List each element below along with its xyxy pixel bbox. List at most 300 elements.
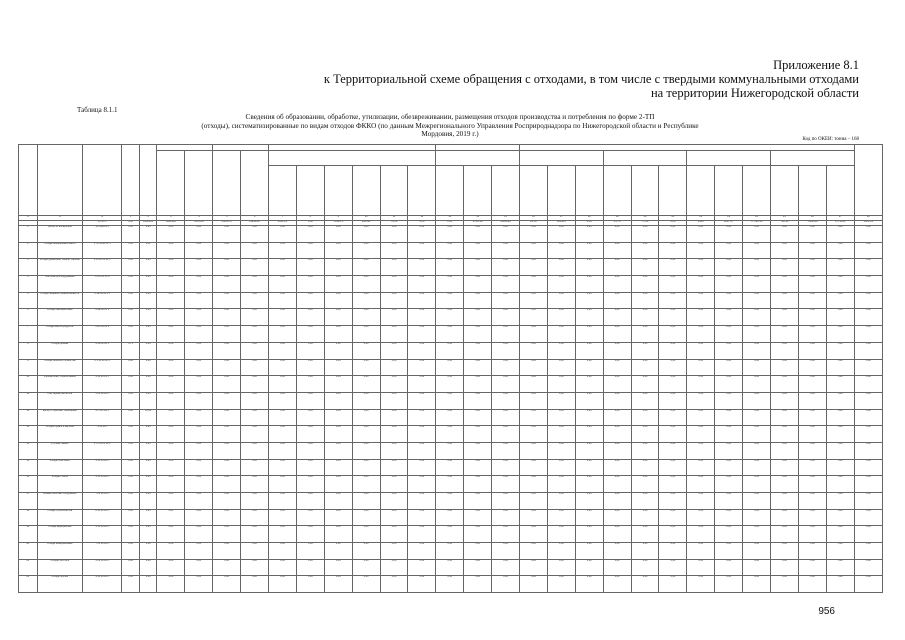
value-cell: 0,00 — [687, 459, 715, 476]
column-number-cell: 2 — [139, 216, 157, 221]
header-cell — [83, 145, 122, 216]
value-cell: 0,00 — [715, 559, 743, 576]
total-cell: 730,44 — [771, 221, 799, 226]
value-cell: 0,00 — [269, 476, 297, 493]
total-cell: ИТОГО — [83, 221, 122, 226]
appendix-line: к Территориальной схеме обращения с отходами, в том числе с твердыми коммунальными отходами — [323, 72, 859, 86]
value-cell: 0,00 — [687, 259, 715, 276]
value-cell: 0,00 — [157, 409, 185, 426]
header-cell — [743, 166, 771, 216]
value-cell: 0,00 — [122, 459, 140, 476]
table-row — [19, 259, 883, 276]
value-cell: 0,00 — [380, 309, 408, 326]
value-cell: 0,00 — [798, 376, 826, 393]
value-cell: 0,00 — [185, 476, 213, 493]
value-cell: 0,00 — [464, 476, 492, 493]
value-cell: 0,00 — [547, 376, 575, 393]
row-number-cell: 11 — [19, 392, 38, 409]
value-cell: 0,00 — [185, 409, 213, 426]
value-cell: 0,00 — [854, 292, 882, 309]
value-cell: 0,00 — [139, 326, 157, 343]
value-cell: 0,00 — [352, 459, 380, 476]
column-number-cell: 15 — [492, 216, 520, 221]
value-cell: 0,00 — [122, 509, 140, 526]
value-cell: 0,00 — [157, 259, 185, 276]
value-cell: 0,00 — [464, 509, 492, 526]
column-number-cell: 16 — [520, 216, 548, 221]
value-cell: 0,00 — [139, 543, 157, 560]
value-cell: 0,00 — [687, 242, 715, 259]
value-cell: 0,00 — [826, 493, 854, 510]
value-cell: 0,41 — [269, 242, 297, 259]
value-cell: 0,00 — [854, 442, 882, 459]
value-cell: 0,00 — [659, 476, 687, 493]
value-cell: 0,00 — [603, 526, 631, 543]
value-cell: 0,00 — [520, 426, 548, 443]
row-number-cell: 10 — [19, 376, 38, 393]
value-cell: 0,00 — [826, 259, 854, 276]
value-cell: 0,00 — [603, 359, 631, 376]
value-cell: 0,00 — [826, 309, 854, 326]
value-cell: 0,00 — [464, 493, 492, 510]
header-cell — [269, 151, 436, 166]
value-cell: 0,00 — [122, 543, 140, 560]
value-cell: 0,00 — [659, 276, 687, 293]
value-cell: 0,00 — [547, 493, 575, 510]
total-cell: 248512 — [352, 221, 380, 226]
value-cell: 0,00 — [408, 342, 436, 359]
value-cell: 0,94 — [139, 342, 157, 359]
waste-name-cell: отходы строительства — [37, 509, 82, 526]
value-cell: 0,00 — [547, 543, 575, 560]
value-cell: 0,00 — [185, 509, 213, 526]
value-cell: 0,00 — [122, 493, 140, 510]
value-cell: 0,00 — [520, 376, 548, 393]
value-cell: 0,00 — [603, 459, 631, 476]
value-cell: 0,00 — [213, 476, 241, 493]
value-cell: 0,00 — [687, 442, 715, 459]
value-cell: 0,00 — [631, 493, 659, 510]
value-cell: 0,00 — [715, 226, 743, 243]
value-cell: 0,00 — [743, 226, 771, 243]
header-cell — [687, 166, 715, 216]
value-cell: 0,00 — [687, 576, 715, 593]
total-cell: 2021,25 — [269, 221, 297, 226]
total-cell: 2901,22 — [854, 221, 882, 226]
value-cell: 0,00 — [352, 359, 380, 376]
total-cell: 686305 — [547, 221, 575, 226]
value-cell: 0,00 — [122, 576, 140, 593]
value-cell: 0,00 — [324, 342, 352, 359]
value-cell: 0,00 — [464, 559, 492, 576]
value-cell: 0,00 — [157, 559, 185, 576]
value-cell: 0,00 — [715, 326, 743, 343]
value-cell: 0,00 — [687, 342, 715, 359]
header-cell — [157, 151, 185, 216]
value-cell: 0,00 — [241, 276, 269, 293]
value-cell: 0,00 — [575, 309, 603, 326]
table-row — [19, 493, 883, 510]
value-cell: 0,00 — [408, 309, 436, 326]
value-cell: 0,00 — [464, 226, 492, 243]
value-cell: 0,00 — [826, 576, 854, 593]
value-cell: 0,00 — [631, 326, 659, 343]
value-cell: 0,00 — [241, 543, 269, 560]
total-cell: 41,76 — [603, 221, 631, 226]
value-cell: 0,00 — [185, 242, 213, 259]
value-cell: 0,00 — [659, 559, 687, 576]
value-cell: 0,00 — [296, 426, 324, 443]
value-cell: 0,00 — [854, 543, 882, 560]
value-cell: 0,00 — [157, 359, 185, 376]
column-number-cell: 24 — [743, 216, 771, 221]
value-cell: 0,00 — [296, 442, 324, 459]
value-cell: 0,00 — [631, 226, 659, 243]
value-cell: 0,00 — [213, 493, 241, 510]
column-number-cell: 11 — [380, 216, 408, 221]
value-cell: 0,00 — [771, 276, 799, 293]
table-row — [19, 242, 883, 259]
value-cell: 0,00 — [436, 576, 464, 593]
total-cell: 2779858 — [826, 221, 854, 226]
table-row — [19, 543, 883, 560]
value-cell: 0,00 — [157, 226, 185, 243]
value-cell: 0,00 — [408, 359, 436, 376]
value-cell: 0,00 — [296, 359, 324, 376]
value-cell: 0,00 — [241, 493, 269, 510]
value-cell: 0,00 — [269, 543, 297, 560]
value-cell: 0,00 — [241, 526, 269, 543]
value-cell: 0,00 — [269, 576, 297, 593]
value-cell: 0,00 — [659, 342, 687, 359]
appendix-line: на территории Нижегородской области — [650, 86, 859, 100]
value-cell: 0,00 — [743, 242, 771, 259]
value-cell: 0,00 — [771, 543, 799, 560]
column-number-cell: 25 — [771, 216, 799, 221]
value-cell: 0,00 — [798, 442, 826, 459]
value-cell: 0,00 — [241, 292, 269, 309]
value-cell: 0,00 — [798, 342, 826, 359]
value-cell: 0,00 — [631, 376, 659, 393]
waste-name-cell: отходы текстиля — [37, 559, 82, 576]
value-cell: 0,00 — [464, 259, 492, 276]
fkko-code-cell: 1 ПО 0011 11 3 — [83, 242, 122, 259]
value-cell: 0,00 — [492, 359, 520, 376]
value-cell: 0,00 — [603, 342, 631, 359]
value-cell: 0,00 — [715, 276, 743, 293]
fkko-code-cell: 4 51 00 00 0 — [83, 476, 122, 493]
value-cell: 0,00 — [241, 259, 269, 276]
fkko-code-cell: 4 71 01 01 52 1 — [83, 442, 122, 459]
row-number-cell: 6 — [19, 309, 38, 326]
value-cell: 0,00 — [185, 309, 213, 326]
value-cell: 0,00 — [464, 426, 492, 443]
value-cell: 0,00 — [296, 409, 324, 426]
value-cell: 0,00 — [296, 376, 324, 393]
value-cell: 0,00 — [743, 409, 771, 426]
value-cell: 0,00 — [715, 392, 743, 409]
waste-name-cell: отходы сельского хозяйства — [37, 359, 82, 376]
column-number-cell: 7 — [269, 216, 297, 221]
value-cell: 0,00 — [352, 242, 380, 259]
value-cell: 0,00 — [687, 226, 715, 243]
value-cell: 0,00 — [185, 326, 213, 343]
table-row — [19, 326, 883, 343]
value-cell: 0,00 — [575, 426, 603, 443]
value-cell: 0,00 — [492, 242, 520, 259]
value-cell: 0,00 — [854, 309, 882, 326]
value-cell: 0,00 — [269, 426, 297, 443]
value-cell: 0,00 — [575, 359, 603, 376]
value-cell: 0,00 — [213, 526, 241, 543]
value-cell: 0,00 — [213, 426, 241, 443]
value-cell: 0,00 — [185, 259, 213, 276]
value-cell: 0,00 — [492, 559, 520, 576]
value-cell: 0,00 — [743, 392, 771, 409]
value-cell: 0,00 — [269, 559, 297, 576]
total-cell: 7889539 — [798, 221, 826, 226]
value-cell: 0,00 — [139, 559, 157, 576]
value-cell: 0,00 — [547, 226, 575, 243]
value-cell: 0,00 — [854, 326, 882, 343]
value-cell: 0,00 — [659, 259, 687, 276]
value-cell: 0,00 — [798, 459, 826, 476]
value-cell: 0,00 — [269, 442, 297, 459]
value-cell: 0,00 — [771, 242, 799, 259]
header-cell — [603, 166, 631, 216]
value-cell: 0,00 — [547, 459, 575, 476]
row-number-cell: 1 — [19, 226, 38, 243]
value-cell: 0,00 — [241, 326, 269, 343]
value-cell: 0,00 — [122, 276, 140, 293]
value-cell: 0,00 — [603, 376, 631, 393]
row-number-cell: 18 — [19, 509, 38, 526]
value-cell: 0,00 — [352, 493, 380, 510]
fkko-code-cell: 4 61 00 00 0 — [83, 392, 122, 409]
value-cell: 0,00 — [185, 376, 213, 393]
value-cell: 0,00 — [603, 426, 631, 443]
value-cell: 0,00 — [269, 526, 297, 543]
value-cell: 0,00 — [715, 526, 743, 543]
value-cell: 0,00 — [122, 426, 140, 443]
value-cell: 0,00 — [520, 309, 548, 326]
value-cell: 0,00 — [826, 242, 854, 259]
fkko-code-cell: 4 ПО 21 15 3 — [83, 276, 122, 293]
value-cell: 0,00 — [122, 226, 140, 243]
value-cell: 0,00 — [269, 259, 297, 276]
table-row — [19, 276, 883, 293]
value-cell: 0,00 — [269, 226, 297, 243]
header-cell — [520, 151, 604, 166]
value-cell: 0,00 — [771, 359, 799, 376]
value-cell: 0,00 — [352, 292, 380, 309]
value-cell: 0,00 — [547, 426, 575, 443]
value-cell: 0,00 — [324, 576, 352, 593]
value-cell: 0,00 — [408, 409, 436, 426]
value-cell: 0,00 — [296, 292, 324, 309]
value-cell: 0,00 — [659, 226, 687, 243]
value-cell: 0,00 — [631, 576, 659, 593]
value-cell: 0,00 — [520, 559, 548, 576]
column-number-cell: 23 — [715, 216, 743, 221]
value-cell: 0,00 — [687, 426, 715, 443]
table-row — [19, 376, 883, 393]
value-cell: 0,00 — [743, 276, 771, 293]
value-cell: 0,00 — [296, 276, 324, 293]
row-number-cell: 21 — [19, 559, 38, 576]
value-cell: 0,00 — [185, 226, 213, 243]
waste-name-cell: грибы, из аппаратной — [37, 226, 82, 243]
value-cell: 0,00 — [575, 226, 603, 243]
value-cell: 0,00 — [854, 576, 882, 593]
value-cell: 0,00 — [854, 242, 882, 259]
value-cell: 0,00 — [520, 509, 548, 526]
value-cell: 0,00 — [854, 342, 882, 359]
total-cell: 0,00 — [408, 221, 436, 226]
value-cell: 0,00 — [687, 359, 715, 376]
value-cell: 0,00 — [492, 409, 520, 426]
row-number-cell: 17 — [19, 493, 38, 510]
value-cell: 0,00 — [715, 476, 743, 493]
value-cell: 0,00 — [771, 576, 799, 593]
value-cell: 0,00 — [603, 476, 631, 493]
value-cell: 0,00 — [771, 226, 799, 243]
value-cell: 0,00 — [687, 493, 715, 510]
value-cell: 0,00 — [213, 509, 241, 526]
value-cell: 0,00 — [324, 226, 352, 243]
value-cell: 0,00 — [520, 576, 548, 593]
value-cell: 0,00 — [492, 526, 520, 543]
value-cell: 0,00 — [185, 459, 213, 476]
value-cell: 0,00 — [157, 292, 185, 309]
value-cell: 0,00 — [659, 426, 687, 443]
value-cell: 0,00 — [603, 576, 631, 593]
value-cell: 0,00 — [139, 376, 157, 393]
value-cell: 0,00 — [139, 509, 157, 526]
value-cell: 0,00 — [520, 242, 548, 259]
value-cell: 0,00 — [139, 292, 157, 309]
value-cell: 0,00 — [603, 242, 631, 259]
value-cell: 0,00 — [631, 459, 659, 476]
value-cell: 0,00 — [213, 376, 241, 393]
value-cell: 0,00 — [157, 376, 185, 393]
row-number-cell: 4 — [19, 276, 38, 293]
value-cell: 0,00 — [324, 459, 352, 476]
value-cell: 0,00 — [464, 359, 492, 376]
total-cell: 4988 — [687, 221, 715, 226]
value-cell: 0,00 — [854, 559, 882, 576]
value-cell: 0,00 — [798, 226, 826, 243]
value-cell: 0,00 — [296, 493, 324, 510]
value-cell: 0,00 — [380, 559, 408, 576]
value-cell: 0,00 — [185, 442, 213, 459]
waste-name-cell: отходы медицинские — [37, 526, 82, 543]
value-cell: 0,00 — [631, 342, 659, 359]
appendix-line: Приложение 8.1 — [773, 58, 859, 72]
value-cell: 0,00 — [520, 543, 548, 560]
value-cell: 0,00 — [631, 259, 659, 276]
header-cell — [213, 151, 241, 216]
row-number-cell: 3 — [19, 259, 38, 276]
value-cell: 0,00 — [213, 342, 241, 359]
value-cell: 0,00 — [715, 409, 743, 426]
table-row — [19, 559, 883, 576]
caption-line: Сведения об образовании, обработке, утилизации, обезвреживании, размещения отходов производства и потребления по форме 2-ТП — [245, 113, 655, 121]
value-cell: 0,00 — [436, 543, 464, 560]
value-cell: 0,00 — [464, 543, 492, 560]
value-cell: 0,00 — [296, 576, 324, 593]
value-cell: 0,00 — [854, 426, 882, 443]
value-cell: 0,00 — [380, 359, 408, 376]
value-cell: 0,00 — [436, 509, 464, 526]
value-cell: 0,00 — [687, 326, 715, 343]
value-cell: 0,00 — [185, 342, 213, 359]
value-cell: 0,00 — [826, 376, 854, 393]
value-cell: 0,00 — [296, 476, 324, 493]
value-cell: 0,00 — [408, 292, 436, 309]
value-cell: 0,00 — [122, 292, 140, 309]
value-cell: 0,75 — [122, 342, 140, 359]
value-cell: 0,00 — [659, 359, 687, 376]
header-cell — [547, 166, 575, 216]
waste-table — [18, 144, 883, 593]
value-cell: 0,00 — [122, 526, 140, 543]
value-cell: 0,00 — [743, 493, 771, 510]
value-cell: 0,00 — [854, 459, 882, 476]
value-cell: 0,00 — [520, 476, 548, 493]
value-cell: 0,00 — [798, 259, 826, 276]
value-cell: 0,00 — [715, 376, 743, 393]
value-cell: 0,00 — [547, 509, 575, 526]
value-cell: 0,00 — [408, 476, 436, 493]
value-cell: 0,00 — [241, 376, 269, 393]
column-number-cell: 9 — [324, 216, 352, 221]
value-cell: 0,00 — [547, 392, 575, 409]
value-cell: 0,00 — [296, 326, 324, 343]
value-cell: 0,00 — [139, 276, 157, 293]
value-cell: 0,00 — [380, 226, 408, 243]
value-cell: 0,00 — [743, 309, 771, 326]
value-cell: 0,00 — [771, 559, 799, 576]
value-cell: 0,00 — [715, 576, 743, 593]
value-cell: 0,00 — [352, 509, 380, 526]
value-cell: 0,00 — [139, 493, 157, 510]
value-cell: 0,00 — [122, 259, 140, 276]
value-cell: 0,00 — [547, 259, 575, 276]
value-cell: 0,00 — [213, 442, 241, 459]
value-cell: 0,00 — [492, 576, 520, 593]
value-cell: 0,00 — [213, 276, 241, 293]
header-cell — [241, 151, 269, 216]
header-cell — [826, 166, 854, 216]
value-cell: 0,00 — [352, 226, 380, 243]
value-cell: 0,00 — [492, 326, 520, 343]
value-cell: 0,00 — [575, 476, 603, 493]
value-cell: 0,00 — [826, 409, 854, 426]
value-cell: 0,00 — [241, 392, 269, 409]
value-cell: 0,00 — [408, 259, 436, 276]
value-cell: 0,00 — [743, 509, 771, 526]
value-cell: 0,00 — [241, 242, 269, 259]
value-cell: 0,00 — [854, 493, 882, 510]
total-cell: 7209975 — [324, 221, 352, 226]
value-cell: 0,00 — [324, 376, 352, 393]
value-cell: 0,00 — [324, 242, 352, 259]
value-cell: 0,00 — [139, 359, 157, 376]
value-cell: 0,00 — [631, 242, 659, 259]
value-cell: 0,00 — [575, 509, 603, 526]
fkko-code-cell: 8 90 00 00 0 — [83, 509, 122, 526]
